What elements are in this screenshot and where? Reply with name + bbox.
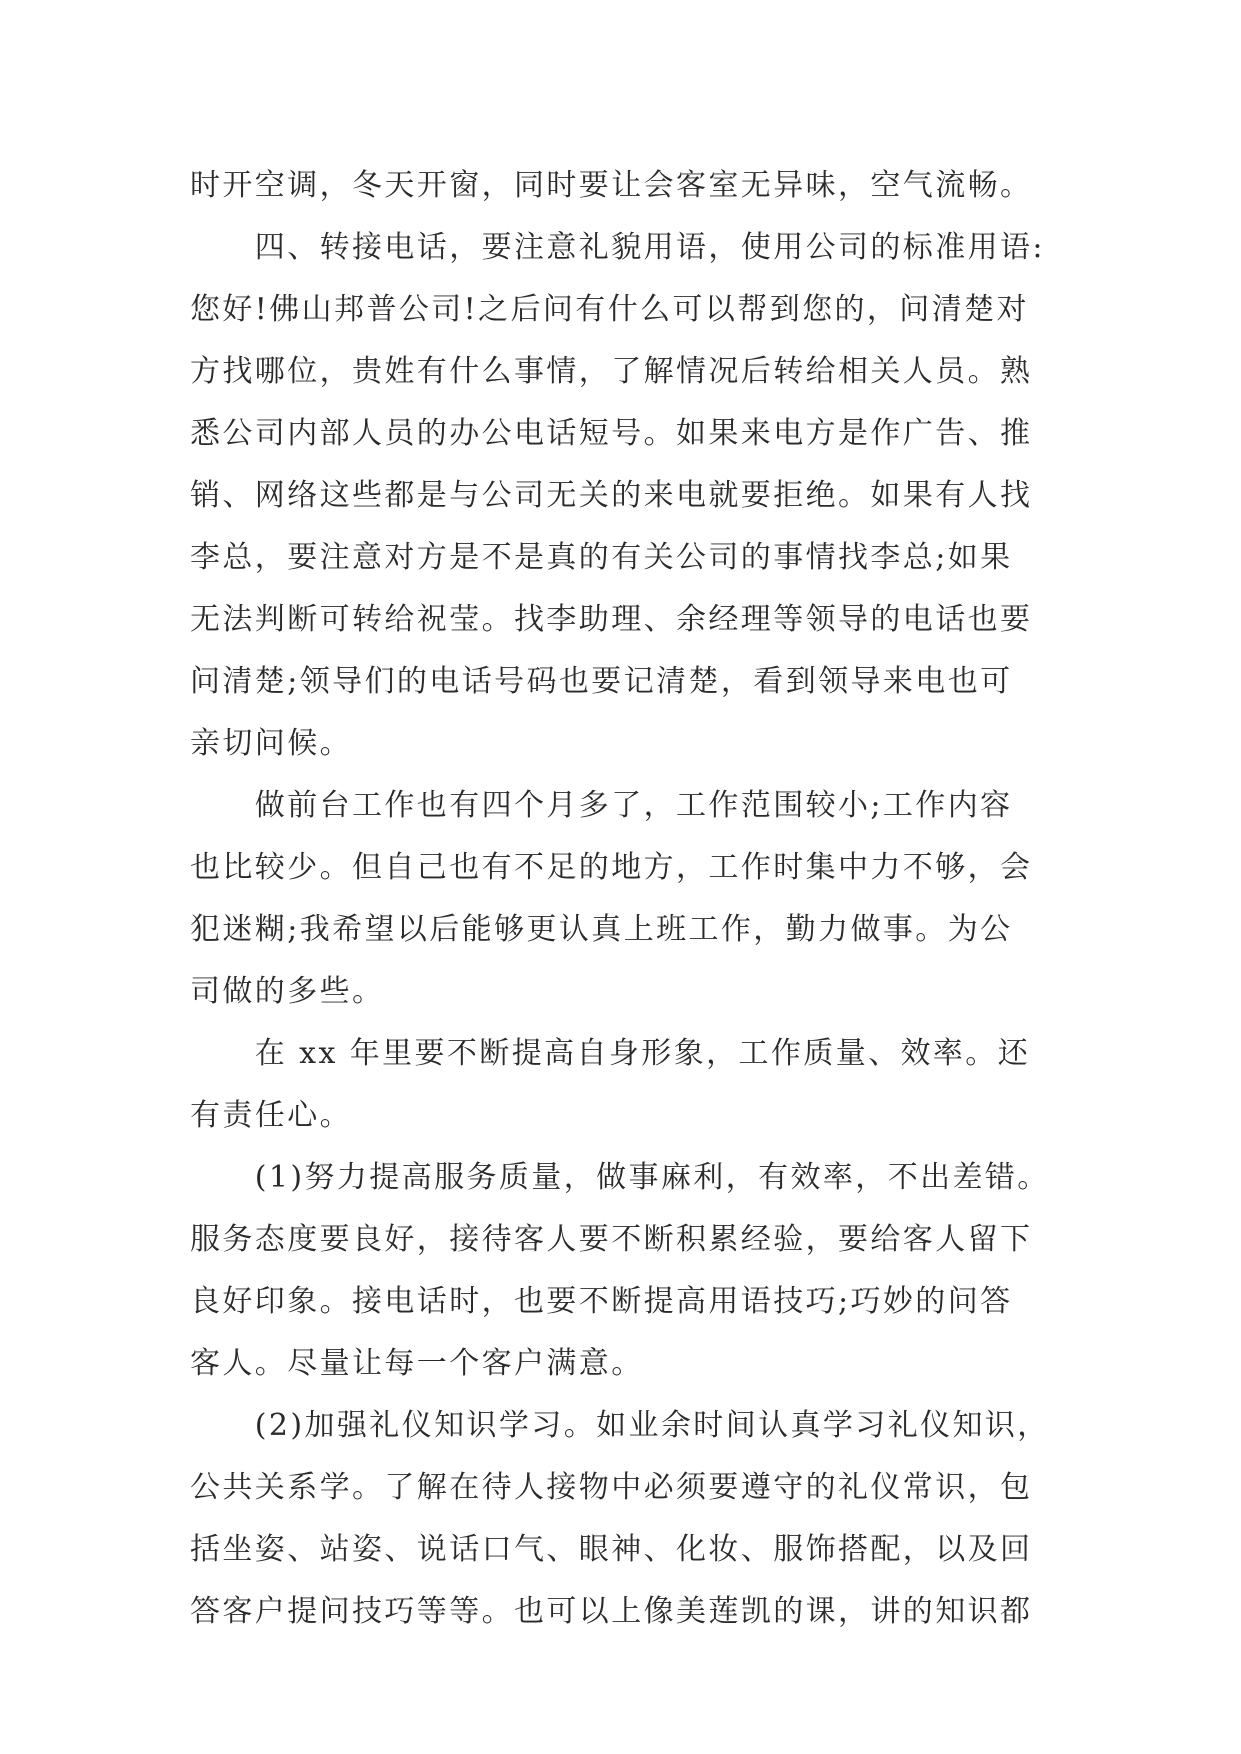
- text-line: 做前台工作也有四个月多了，工作范围较小;工作内容: [190, 788, 1013, 823]
- text-line: 悉公司内部人员的办公电话短号。如果来电方是作广告、推: [190, 416, 1033, 451]
- text-line: 括坐姿、站姿、说话口气、眼神、化妆、服饰搭配，以及回: [190, 1532, 1033, 1567]
- text-line: (1)努力提高服务质量，做事麻利，有效率，不出差错。: [190, 1160, 1050, 1195]
- text-line: 犯迷糊;我希望以后能够更认真上班工作，勤力做事。为公: [190, 912, 1013, 947]
- text-line: 无法判断可转给祝莹。找李助理、余经理等领导的电话也要: [190, 602, 1033, 637]
- text-line: 公共关系学。了解在待人接物中必须要遵守的礼仪常识，包: [190, 1470, 1033, 1505]
- text-line: 李总，要注意对方是不是真的有关公司的事情找李总;如果: [190, 540, 1013, 575]
- text-line: 方找哪位，贵姓有什么事情，了解情况后转给相关人员。熟: [190, 354, 1033, 389]
- text-line: 在 xx 年里要不断提高自身形象，工作质量、效率。还: [190, 1036, 1031, 1071]
- text-line: 时开空调，冬天开窗，同时要让会客室无异味，空气流畅。: [190, 168, 1033, 203]
- text-line: 也比较少。但自己也有不足的地方，工作时集中力不够，会: [190, 850, 1033, 885]
- text-line: 良好印象。接电话时，也要不断提高用语技巧;巧妙的问答: [190, 1284, 1013, 1319]
- text-line: (2)加强礼仪知识学习。如业余时间认真学习礼仪知识，: [190, 1408, 1050, 1443]
- text-line: 您好!佛山邦普公司!之后问有什么可以帮到您的，问清楚对: [190, 292, 1029, 327]
- text-line: 有责任心。: [190, 1098, 352, 1133]
- text-line: 答客户提问技巧等等。也可以上像美莲凯的课，讲的知识都: [190, 1594, 1033, 1629]
- text-line: 四、转接电话，要注意礼貌用语，使用公司的标准用语:: [190, 230, 1045, 265]
- text-line: 问清楚;领导们的电话号码也要记清楚，看到领导来电也可: [190, 664, 1013, 699]
- body-text: [190, 155, 1080, 1643]
- text-line: 销、网络这些都是与公司无关的来电就要拒绝。如果有人找: [190, 478, 1033, 513]
- text-line: 客人。尽量让每一个客户满意。: [190, 1346, 644, 1381]
- text-line: 亲切问候。: [190, 726, 352, 761]
- text-line: 服务态度要良好，接待客人要不断积累经验，要给客人留下: [190, 1222, 1033, 1257]
- text-line: 司做的多些。: [190, 974, 385, 1009]
